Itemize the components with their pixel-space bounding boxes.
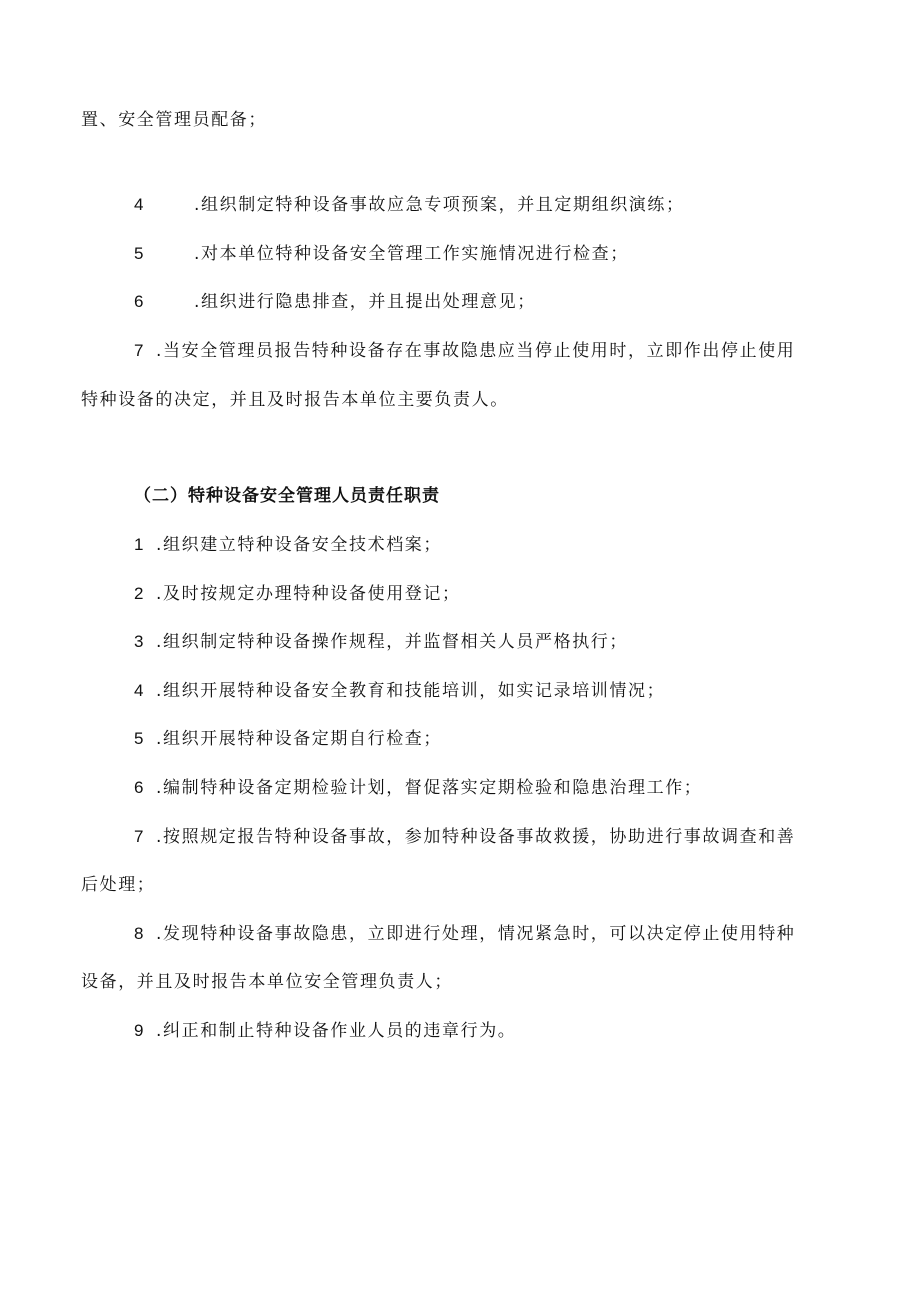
- item-text: 特种设备的决定，并且及时报告本单位主要负责人。: [81, 390, 509, 410]
- item-number: 4: [134, 681, 144, 700]
- item-number: 6: [134, 778, 144, 797]
- item-text: .对本单位特种设备安全管理工作实施情况进行检查；: [194, 244, 629, 264]
- item-text: .组织开展特种设备安全教育和技能培训，如实记录培训情况；: [156, 681, 666, 701]
- item-text: .组织制定特种设备事故应急专项预案，并且定期组织演练；: [194, 195, 685, 215]
- list-item: [134, 727, 442, 751]
- item-number: 2: [134, 584, 144, 603]
- item-number: 6: [134, 292, 144, 311]
- list-item-continuation: [81, 388, 509, 412]
- item-text: .按照规定报告特种设备事故，参加特种设备事故救援，协助进行事故调查和善: [156, 827, 796, 847]
- item-number: 8: [134, 924, 144, 943]
- continuation-line: [81, 108, 267, 132]
- item-number: 5: [134, 729, 144, 748]
- list-item: [134, 339, 795, 363]
- item-number: 3: [134, 632, 144, 651]
- item-number: 7: [134, 341, 144, 360]
- list-item: [134, 825, 795, 849]
- item-number: 5: [134, 244, 144, 263]
- list-item-continuation: [81, 970, 453, 994]
- item-text: .发现特种设备事故隐患，立即进行处理，情况紧急时，可以决定停止使用特种: [156, 924, 796, 944]
- section-heading-text: （二）特种设备安全管理人员责任职责: [134, 486, 440, 506]
- list-item: [134, 582, 461, 606]
- continuation-text: 置、安全管理员配备；: [81, 110, 267, 130]
- list-item: [134, 533, 442, 557]
- item-number: 4: [134, 195, 144, 214]
- item-text: .组织建立特种设备安全技术档案；: [156, 535, 443, 555]
- item-number: 7: [134, 827, 144, 846]
- item-text: .组织开展特种设备定期自行检查；: [156, 729, 443, 749]
- list-item: [134, 679, 665, 703]
- list-item: [134, 1019, 516, 1043]
- item-text: .当安全管理员报告特种设备存在事故隐患应当停止使用时，立即作出停止使用: [156, 341, 796, 361]
- item-number: 1: [134, 535, 144, 554]
- item-number: 9: [134, 1021, 144, 1040]
- item-text: .纠正和制止特种设备作业人员的违章行为。: [156, 1021, 517, 1041]
- item-text: 设备，并且及时报告本单位安全管理负责人；: [81, 972, 453, 992]
- section-heading: [134, 484, 440, 508]
- item-text: .编制特种设备定期检验计划，督促落实定期检验和隐患治理工作；: [156, 778, 703, 798]
- list-item: [134, 776, 702, 800]
- list-item: [134, 922, 795, 946]
- list-item: [134, 630, 628, 654]
- item-text: .组织制定特种设备操作规程，并监督相关人员严格执行；: [156, 632, 629, 652]
- item-text: .组织进行隐患排查，并且提出处理意见；: [194, 292, 536, 312]
- list-item: [134, 193, 685, 217]
- list-item: [134, 242, 629, 266]
- list-item: [134, 290, 536, 314]
- item-text: 后处理；: [81, 875, 156, 895]
- list-item-continuation: [81, 873, 155, 897]
- item-text: .及时按规定办理特种设备使用登记；: [156, 584, 461, 604]
